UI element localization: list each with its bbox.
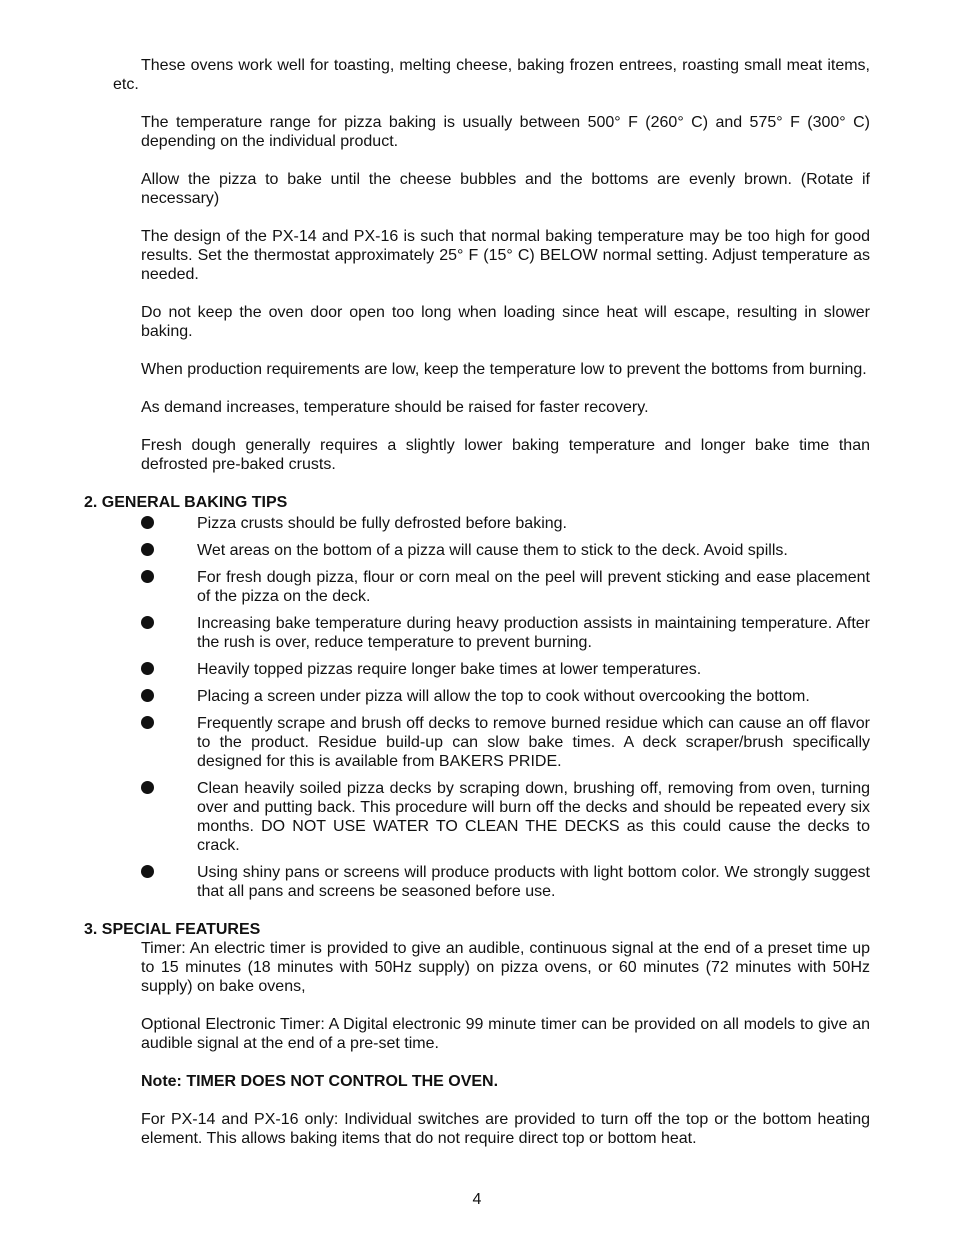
list-item [197, 779, 870, 855]
bullet-icon [141, 516, 154, 529]
section-special-features [0, 920, 954, 1148]
bullet-icon [141, 543, 154, 556]
intro-paragraph-2: The temperature range for pizza baking is usually between 500° F (260° C) and 575° F (300° C) depending on the individual product. [141, 114, 870, 150]
list-item [197, 863, 870, 901]
section-heading-special-features: 3. SPECIAL FEATURES [84, 921, 261, 938]
bullet-text: For fresh dough pizza, flour or corn meal on the peel will prevent sticking and ease placement of the pizza on the deck. [197, 569, 870, 605]
bullet-icon [141, 570, 154, 583]
timer-note: Note: TIMER DOES NOT CONTROL THE OVEN. [141, 1073, 499, 1090]
bullet-text: Frequently scrape and brush off decks to remove burned residue which can cause an off flavor to the product. Residue build-up can slow bake times. A deck scraper/brush specifically designed for this is available from BAKERS PRIDE. [197, 715, 870, 770]
bullet-icon [141, 865, 154, 878]
intro-paragraph-1: These ovens work well for toasting, melting cheese, baking frozen entrees, roasting small meat items, etc. [113, 57, 870, 93]
intro-paragraph-6: When production requirements are low, keep the temperature low to prevent the bottoms from burning. [141, 361, 867, 378]
bullet-icon [141, 716, 154, 729]
list-item [197, 614, 870, 652]
section-general-baking-tips [0, 493, 954, 901]
intro-paragraph-8: Fresh dough generally requires a slightly lower baking temperature and longer bake time than defrosted pre-baked crusts. [141, 437, 870, 473]
bullet-text: Increasing bake temperature during heavy production assists in maintaining temperature. After the rush is over, reduce temperature to prevent burning. [197, 615, 870, 651]
intro-paragraph-5: Do not keep the oven door open too long when loading since heat will escape, resulting in slower baking. [141, 304, 870, 340]
list-item [197, 687, 870, 706]
bullet-text: Heavily topped pizzas require longer bake times at lower temperatures. [197, 661, 702, 678]
baking-tips-list [0, 514, 954, 901]
intro-block [0, 0, 954, 474]
list-item [197, 660, 870, 679]
list-item [197, 514, 870, 533]
intro-paragraph-3: Allow the pizza to bake until the cheese bubbles and the bottoms are evenly brown. (Rotate if necessary) [141, 171, 870, 207]
timer-paragraph: Timer: An electric timer is provided to give an audible, continuous signal at the end of a preset time up to 15 minutes (18 minutes with 50Hz supply) on pizza ovens, or 60 minutes (72 minutes with 50Hz supply) on bake ovens, [141, 940, 870, 995]
intro-paragraph-7: As demand increases, temperature should be raised for faster recovery. [141, 399, 649, 416]
bullet-text: Using shiny pans or screens will produce products with light bottom color. We strongly suggest that all pans and screens be seasoned before use. [197, 864, 870, 900]
optional-timer-paragraph: Optional Electronic Timer: A Digital electronic 99 minute timer can be provided on all models to give an audible signal at the end of a pre-set time. [141, 1016, 870, 1052]
bullet-text: Clean heavily soiled pizza decks by scraping down, brushing off, removing from oven, turning over and putting back. This procedure will burn off the decks and should be repeated every six months. DO NOT USE WATER TO CLEAN THE DECKS as this could cause the decks to crack. [197, 780, 870, 854]
switches-paragraph: For PX-14 and PX-16 only: Individual switches are provided to turn off the top or the bottom heating element. This allows baking items that do not require direct top or bottom heat. [141, 1111, 870, 1147]
list-item [197, 714, 870, 771]
bullet-icon [141, 616, 154, 629]
list-item [197, 568, 870, 606]
bullet-text: Pizza crusts should be fully defrosted before baking. [197, 515, 567, 532]
section-heading-baking-tips: 2. GENERAL BAKING TIPS [84, 494, 288, 511]
intro-paragraph-4: The design of the PX-14 and PX-16 is such that normal baking temperature may be too high for good results. Set the thermostat approximately 25° F (15° C) BELOW normal setting. Adjust temperature as needed. [141, 228, 870, 283]
page-number: 4 [472, 1191, 482, 1208]
bullet-icon [141, 689, 154, 702]
bullet-text: Placing a screen under pizza will allow the top to cook without overcooking the bottom. [197, 688, 810, 705]
bullet-icon [141, 781, 154, 794]
bullet-icon [141, 662, 154, 675]
bullet-text: Wet areas on the bottom of a pizza will cause them to stick to the deck. Avoid spills. [197, 542, 788, 559]
list-item [197, 541, 870, 560]
